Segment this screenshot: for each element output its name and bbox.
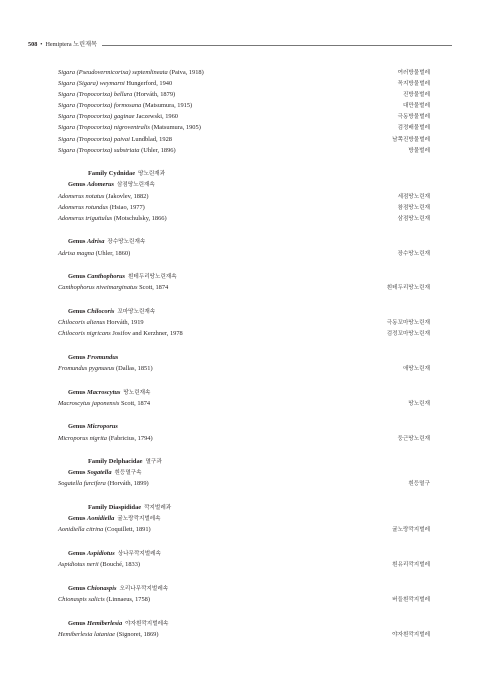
species-entry bbox=[58, 145, 430, 156]
species-entry bbox=[58, 629, 430, 640]
species-entry bbox=[58, 100, 430, 111]
author-citation: (Fabricius, 1794) bbox=[108, 434, 153, 442]
genus-part: Chilocoris bbox=[58, 330, 85, 338]
korean-name: 야자흰깍지벌레 bbox=[392, 631, 430, 638]
scientific-name bbox=[58, 561, 99, 568]
subgenus: (Tropocorixa) bbox=[76, 113, 113, 121]
species-name bbox=[58, 433, 153, 444]
genus-heading bbox=[58, 352, 430, 363]
genus-part: Sigara bbox=[58, 80, 76, 88]
author-citation: (Paiva, 1918) bbox=[169, 69, 204, 76]
species-name bbox=[58, 524, 151, 535]
author-citation: (Matsumura, 1915) bbox=[142, 102, 193, 110]
genus-label: Genus bbox=[68, 353, 86, 361]
genus-heading bbox=[58, 236, 430, 247]
korean-name: 귤노랑깍지벌레 bbox=[392, 527, 430, 534]
species-name bbox=[58, 328, 183, 339]
species-entry bbox=[58, 122, 430, 133]
korean-name: 방물벌레 bbox=[408, 147, 430, 154]
genus-title bbox=[68, 352, 118, 363]
epithet: nerii bbox=[86, 561, 99, 569]
korean-name: 진방물벌레 bbox=[402, 92, 430, 99]
korean-name: 참점땅노린재 bbox=[397, 204, 430, 211]
scientific-name bbox=[58, 91, 132, 98]
epithet: lataniae bbox=[94, 630, 115, 638]
author-citation: (Horváth, 1879) bbox=[133, 91, 176, 99]
genus-label: Genus bbox=[68, 307, 86, 315]
epithet: triguttulus bbox=[85, 214, 113, 222]
section-gap bbox=[58, 339, 430, 352]
scientific-name bbox=[58, 596, 105, 603]
author-citation: Hungerford, 1940 bbox=[126, 80, 173, 88]
subgenus: (Tropocorixa) bbox=[76, 146, 113, 154]
korean-name: 세점땅노린재 bbox=[397, 193, 430, 200]
species-name bbox=[58, 134, 172, 145]
author-citation: (Motschulsky, 1866) bbox=[113, 214, 167, 222]
korean-name: 흰등멸구 bbox=[408, 481, 430, 488]
genus-part: Sigara bbox=[58, 69, 76, 76]
korean-name: 애땅노린재 bbox=[402, 365, 430, 372]
header-separator: • bbox=[40, 41, 43, 48]
species-entry bbox=[58, 134, 430, 145]
genus-name: Chionaspis bbox=[87, 584, 117, 592]
scientific-name bbox=[58, 480, 106, 487]
epithet: septemlineata bbox=[132, 69, 168, 76]
section-gap bbox=[58, 409, 430, 422]
scientific-name bbox=[58, 136, 130, 143]
genus-label: Genus bbox=[68, 238, 86, 246]
genus-heading bbox=[58, 618, 430, 629]
species-name bbox=[58, 363, 153, 374]
scientific-name bbox=[58, 319, 105, 326]
author-citation: (Coquillett, 1891) bbox=[104, 526, 151, 534]
genus-korean-name: 흰테두리땅노린재속 bbox=[128, 274, 177, 281]
author-citation: Jaczewski, 1960 bbox=[136, 113, 178, 121]
author-citation: Scott, 1874 bbox=[139, 284, 169, 292]
author-citation: (Jakovlev, 1882) bbox=[105, 192, 149, 200]
scientific-name bbox=[58, 330, 111, 337]
korean-name: 땅노린재 bbox=[408, 400, 430, 407]
korean-name: 극동방물벌레 bbox=[397, 114, 430, 121]
author-citation: (Horváth, 1899) bbox=[107, 480, 149, 488]
scientific-name bbox=[58, 284, 138, 291]
epithet: japonensis bbox=[92, 399, 120, 407]
genus-name: Adomerus bbox=[87, 181, 115, 189]
subgenus: (Tropocorixa) bbox=[76, 102, 113, 110]
family-label: Family bbox=[88, 504, 108, 512]
author-citation: Lundblad, 1928 bbox=[131, 135, 172, 143]
genus-label: Genus bbox=[68, 181, 86, 189]
book-title: Hemiptera 노린재목 bbox=[45, 41, 98, 48]
korean-name: 장수땅노린재 bbox=[397, 250, 430, 257]
korean-name: 삼점땅노린재 bbox=[397, 215, 430, 222]
section-gap bbox=[58, 224, 430, 237]
genus-part: Aonidiella bbox=[58, 526, 85, 534]
species-entry bbox=[58, 398, 430, 409]
epithet: gaginae bbox=[113, 113, 135, 121]
genus-part: Sigara bbox=[58, 135, 76, 143]
scientific-name bbox=[58, 193, 104, 200]
epithet: niveimarginatus bbox=[96, 284, 138, 292]
korean-name: 둥근땅노린재 bbox=[397, 435, 430, 442]
scientific-name bbox=[58, 113, 134, 120]
genus-part: Sigara bbox=[58, 113, 76, 121]
epithet: notatus bbox=[85, 192, 105, 200]
genus-label: Genus bbox=[68, 549, 86, 557]
genus-name: Microporus bbox=[87, 423, 118, 431]
family-name: Cydnidae bbox=[108, 170, 136, 178]
species-name bbox=[58, 629, 159, 640]
genus-part: Fromundus bbox=[58, 364, 88, 372]
genus-label: Genus bbox=[68, 469, 86, 477]
genus-part: Adomerus bbox=[58, 214, 84, 222]
header-rule bbox=[102, 45, 452, 46]
species-entry bbox=[58, 594, 430, 605]
genus-part: Chionaspis bbox=[58, 595, 87, 603]
korean-name: 흰테두리땅노린재 bbox=[386, 285, 430, 292]
genus-part: Canthophorus bbox=[58, 284, 95, 292]
korean-name: 대만물벌레 bbox=[402, 103, 430, 110]
species-entry bbox=[58, 363, 430, 374]
genus-part: Adomerus bbox=[58, 192, 84, 200]
genus-korean-name: 오리나무깍지벌레속 bbox=[119, 585, 169, 592]
species-name bbox=[58, 111, 178, 122]
scientific-name bbox=[58, 102, 141, 109]
epithet: formosana bbox=[113, 102, 142, 110]
author-citation: (Linnaeus, 1758) bbox=[106, 595, 150, 603]
family-heading bbox=[58, 168, 430, 179]
species-name bbox=[58, 248, 130, 259]
genus-name: Aspidiotus bbox=[87, 549, 115, 557]
species-entry bbox=[58, 202, 430, 213]
species-entry bbox=[58, 478, 430, 489]
genus-heading bbox=[58, 513, 430, 524]
author-citation: Scott, 1874 bbox=[120, 399, 151, 407]
scientific-name bbox=[58, 215, 112, 222]
family-heading bbox=[58, 502, 430, 513]
genus-heading bbox=[58, 467, 430, 478]
korean-name: 꼭지방물벌레 bbox=[397, 81, 430, 88]
epithet: nigroventralis bbox=[113, 124, 150, 132]
species-name bbox=[58, 213, 167, 224]
species-entry bbox=[58, 67, 430, 78]
genus-heading bbox=[58, 548, 430, 559]
epithet: paivai bbox=[113, 135, 130, 143]
species-entry bbox=[58, 282, 430, 293]
genus-korean-name: 야자흰깍지벌레속 bbox=[125, 620, 169, 627]
genus-title bbox=[68, 421, 118, 432]
genus-label: Genus bbox=[68, 388, 86, 396]
genus-name: Macroscytus bbox=[87, 388, 121, 396]
epithet: salicis bbox=[88, 595, 105, 603]
author-citation: (Bouché, 1833) bbox=[100, 561, 141, 569]
genus-part: Microporus bbox=[58, 434, 88, 442]
species-name bbox=[58, 67, 204, 78]
species-name bbox=[58, 398, 150, 409]
family-label: Family bbox=[88, 458, 108, 466]
genus-heading bbox=[58, 306, 430, 317]
epithet: weymarni bbox=[99, 80, 125, 88]
species-name bbox=[58, 282, 168, 293]
species-entry bbox=[58, 213, 430, 224]
subgenus: (Tropocorixa) bbox=[76, 124, 113, 132]
genus-korean-name: 장수땅노린재속 bbox=[107, 239, 146, 246]
scientific-name bbox=[58, 69, 168, 76]
genus-name: Fromundus bbox=[87, 353, 119, 361]
scientific-name bbox=[58, 526, 103, 533]
genus-name: Hemiberlesia bbox=[87, 619, 123, 627]
family-name: Delphacidae bbox=[108, 458, 143, 466]
author-citation: (Matsumura, 1905) bbox=[151, 124, 201, 132]
species-name bbox=[58, 89, 175, 100]
scientific-name bbox=[58, 435, 107, 442]
author-citation: Horváth, 1919 bbox=[106, 319, 144, 327]
korean-name: 버들흰깍지벌레 bbox=[392, 596, 430, 603]
epithet: citrina bbox=[86, 526, 104, 534]
genus-part: Adomerus bbox=[58, 203, 84, 211]
section-gap bbox=[58, 259, 430, 272]
korean-name: 극동꼬마땅노린재 bbox=[386, 320, 430, 327]
author-citation: (Hsiao, 1977) bbox=[109, 203, 145, 211]
section-gap bbox=[58, 535, 430, 548]
scientific-name bbox=[58, 147, 139, 154]
family-name: Diaspididae bbox=[108, 504, 142, 512]
epithet: bellura bbox=[113, 91, 133, 99]
section-gap bbox=[58, 570, 430, 583]
section-gap bbox=[58, 444, 430, 457]
author-citation: (Dallas, 1851) bbox=[116, 364, 153, 372]
scientific-name bbox=[58, 124, 150, 131]
family-korean-name: 멸구과 bbox=[145, 459, 162, 466]
korean-name: 여러방물벌레 bbox=[397, 70, 430, 76]
scientific-name bbox=[58, 204, 108, 211]
author-citation: (Uhler, 1860) bbox=[95, 249, 131, 257]
genus-part: Sogatella bbox=[58, 480, 83, 488]
genus-korean-name: 꼬마땅노린재속 bbox=[117, 308, 156, 315]
genus-part: Aspidiotus bbox=[58, 561, 85, 569]
species-entry bbox=[58, 524, 430, 535]
species-entry bbox=[58, 317, 430, 328]
scientific-name bbox=[58, 365, 114, 372]
species-entry bbox=[58, 433, 430, 444]
taxon-list bbox=[58, 67, 430, 640]
genus-part: Chilocoris bbox=[58, 319, 85, 327]
species-name bbox=[58, 202, 145, 213]
genus-korean-name: 삼점땅노린재속 bbox=[117, 182, 155, 189]
epithet: substriata bbox=[113, 146, 140, 154]
subgenus: (Tropocorixa) bbox=[76, 91, 113, 99]
subgenus: (Pseudovermicorixa) bbox=[76, 69, 131, 76]
section-gap bbox=[58, 374, 430, 387]
genus-name: Adrisa bbox=[87, 238, 105, 246]
genus-heading bbox=[58, 421, 430, 432]
section-gap bbox=[58, 489, 430, 502]
species-entry bbox=[58, 191, 430, 202]
species-name bbox=[58, 317, 144, 328]
family-korean-name: 땅노린재과 bbox=[138, 171, 166, 178]
epithet: furcifera bbox=[83, 480, 106, 488]
genus-heading bbox=[58, 271, 430, 282]
genus-name: Sogatella bbox=[87, 469, 112, 477]
korean-name: 검정꼬마땅노린재 bbox=[386, 331, 430, 338]
species-name bbox=[58, 191, 149, 202]
scientific-name bbox=[58, 250, 94, 257]
genus-heading bbox=[58, 387, 430, 398]
genus-korean-name: 흰등멸구속 bbox=[114, 470, 142, 477]
genus-label: Genus bbox=[68, 619, 86, 627]
korean-name: 남쪽진방물벌레 bbox=[392, 136, 430, 143]
genus-heading bbox=[58, 583, 430, 594]
genus-part: Macroscytus bbox=[58, 399, 91, 407]
species-name bbox=[58, 478, 149, 489]
subgenus: (Sigara) bbox=[76, 80, 98, 88]
section-gap bbox=[58, 605, 430, 618]
family-label: Family bbox=[88, 170, 108, 178]
species-name bbox=[58, 145, 176, 156]
genus-label: Genus bbox=[68, 515, 86, 523]
page-number: 508 bbox=[28, 41, 38, 48]
scientific-name bbox=[58, 400, 119, 407]
species-entry bbox=[58, 111, 430, 122]
genus-korean-name: 귤노랑깍지벌레속 bbox=[117, 516, 161, 523]
epithet: rotundus bbox=[85, 203, 109, 211]
page-header bbox=[28, 41, 452, 49]
species-entry bbox=[58, 78, 430, 89]
genus-label: Genus bbox=[68, 273, 86, 281]
epithet: alienus bbox=[86, 319, 106, 327]
species-entry bbox=[58, 89, 430, 100]
epithet: magna bbox=[76, 249, 95, 257]
genus-korean-name: 상나무깍지벌레속 bbox=[117, 550, 161, 557]
genus-heading bbox=[58, 179, 430, 190]
genus-part: Hemiberlesia bbox=[58, 630, 93, 638]
species-entry bbox=[58, 248, 430, 259]
subgenus: (Tropocorixa) bbox=[76, 135, 113, 143]
genus-part: Sigara bbox=[58, 124, 76, 132]
genus-label: Genus bbox=[68, 423, 86, 431]
species-name bbox=[58, 122, 201, 133]
epithet: pygmaeus bbox=[88, 364, 115, 372]
genus-part: Sigara bbox=[58, 91, 76, 99]
genus-name: Chilocoris bbox=[87, 307, 115, 315]
korean-name: 검정배물벌레 bbox=[397, 125, 430, 132]
author-citation: (Uhler, 1896) bbox=[141, 146, 176, 154]
species-name bbox=[58, 100, 192, 111]
genus-korean-name: 땅노린재속 bbox=[123, 389, 151, 396]
species-name bbox=[58, 594, 150, 605]
genus-name: Canthophorus bbox=[87, 273, 126, 281]
section-gap bbox=[58, 156, 430, 169]
section-gap bbox=[58, 293, 430, 306]
species-entry bbox=[58, 328, 430, 339]
species-entry bbox=[58, 559, 430, 570]
scientific-name bbox=[58, 80, 125, 87]
family-korean-name: 깍지벌레과 bbox=[144, 505, 172, 512]
epithet: nigrita bbox=[89, 434, 107, 442]
epithet: nigricans bbox=[86, 330, 111, 338]
species-name bbox=[58, 78, 172, 89]
genus-label: Genus bbox=[68, 584, 86, 592]
author-citation: Josifov and Kerzhner, 1978 bbox=[112, 330, 183, 338]
scientific-name bbox=[58, 631, 115, 638]
family-heading bbox=[58, 456, 430, 467]
author-citation: (Signoret, 1869) bbox=[116, 630, 159, 638]
genus-name: Aonidiella bbox=[87, 515, 115, 523]
genus-part: Sigara bbox=[58, 146, 76, 154]
korean-name: 흰유리깍지벌레 bbox=[392, 562, 430, 569]
genus-part: Sigara bbox=[58, 102, 76, 110]
genus-part: Adrisa bbox=[58, 249, 76, 257]
species-name bbox=[58, 559, 140, 570]
